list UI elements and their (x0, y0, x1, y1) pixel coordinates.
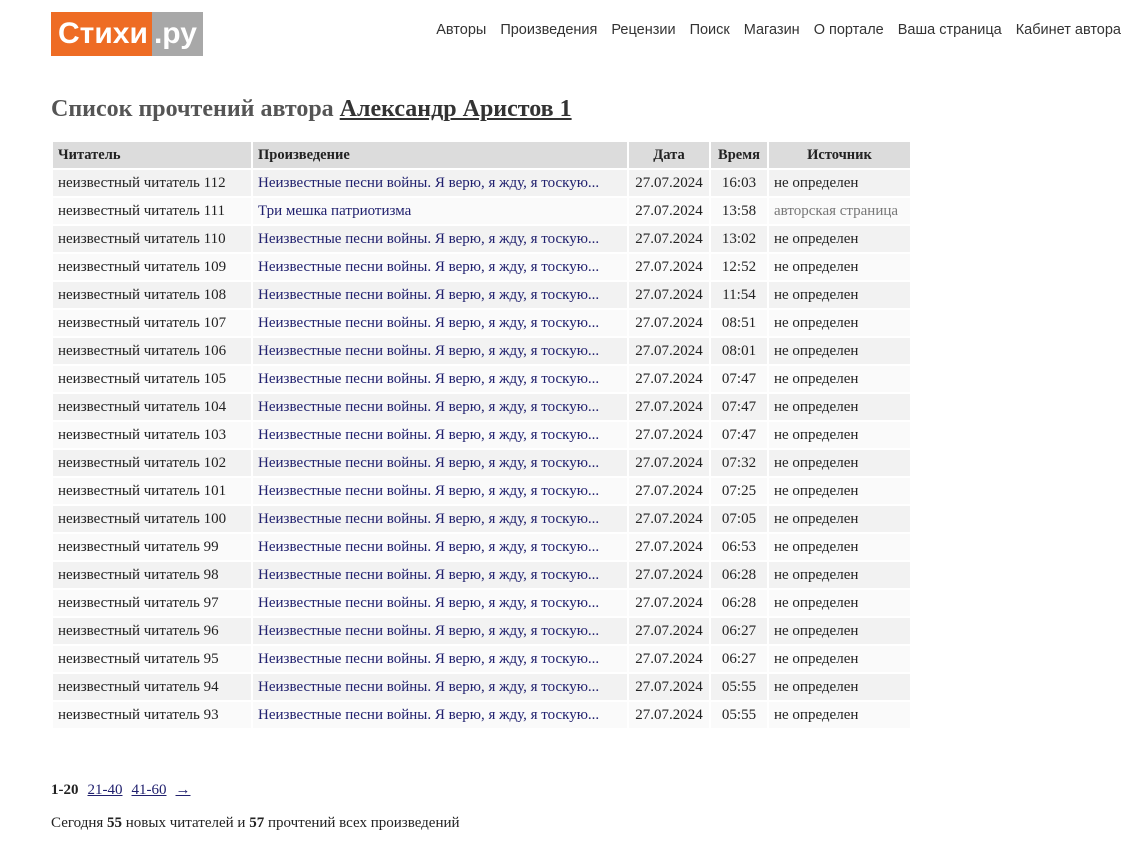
work-link[interactable]: Неизвестные песни войны. Я верю, я жду, я тоскую... (253, 394, 627, 420)
next-page-arrow[interactable]: → (175, 782, 191, 798)
work-link[interactable]: Неизвестные песни войны. Я верю, я жду, я тоскую... (253, 422, 627, 448)
time-cell: 08:51 (711, 310, 767, 336)
header-date: Дата (629, 142, 709, 168)
page-link-41-60[interactable]: 41-60 (131, 782, 167, 798)
reader-cell: неизвестный читатель 102 (53, 450, 251, 476)
reader-cell: неизвестный читатель 97 (53, 590, 251, 616)
date-cell: 27.07.2024 (629, 338, 709, 364)
time-cell: 06:27 (711, 618, 767, 644)
reader-cell: неизвестный читатель 103 (53, 422, 251, 448)
stats-new-readers: 55 (107, 815, 123, 831)
work-link[interactable]: Неизвестные песни войны. Я верю, я жду, я тоскую... (253, 254, 627, 280)
time-cell: 13:02 (711, 226, 767, 252)
time-cell: 06:53 (711, 534, 767, 560)
reader-cell: неизвестный читатель 108 (53, 282, 251, 308)
header-source: Источник (769, 142, 910, 168)
work-link[interactable]: Неизвестные песни войны. Я верю, я жду, я тоскую... (253, 478, 627, 504)
work-link[interactable]: Неизвестные песни войны. Я верю, я жду, я тоскую... (253, 366, 627, 392)
work-link[interactable]: Неизвестные песни войны. Я верю, я жду, я тоскую... (253, 646, 627, 672)
reader-cell: неизвестный читатель 93 (53, 702, 251, 728)
site-logo[interactable] (51, 12, 203, 56)
table-row (53, 450, 910, 476)
date-cell: 27.07.2024 (629, 506, 709, 532)
nav-shop[interactable]: Магазин (743, 22, 800, 38)
source-cell: не определен (769, 282, 910, 308)
today-stats (51, 815, 460, 832)
date-cell: 27.07.2024 (629, 534, 709, 560)
date-cell: 27.07.2024 (629, 254, 709, 280)
work-link[interactable]: Неизвестные песни войны. Я верю, я жду, я тоскую... (253, 590, 627, 616)
date-cell: 27.07.2024 (629, 422, 709, 448)
source-cell: не определен (769, 562, 910, 588)
work-link[interactable]: Неизвестные песни войны. Я верю, я жду, я тоскую... (253, 310, 627, 336)
source-cell: не определен (769, 590, 910, 616)
date-cell: 27.07.2024 (629, 590, 709, 616)
date-cell: 27.07.2024 (629, 450, 709, 476)
reader-cell: неизвестный читатель 100 (53, 506, 251, 532)
source-cell: не определен (769, 450, 910, 476)
work-link[interactable]: Неизвестные песни войны. Я верю, я жду, я тоскую... (253, 282, 627, 308)
nav-search[interactable]: Поиск (689, 22, 730, 38)
date-cell: 27.07.2024 (629, 618, 709, 644)
date-cell: 27.07.2024 (629, 562, 709, 588)
source-cell: не определен (769, 338, 910, 364)
stats-text-1: Сегодня (51, 815, 104, 831)
nav-author-cabinet[interactable]: Кабинет автора (1015, 22, 1121, 38)
time-cell: 07:47 (711, 394, 767, 420)
time-cell: 11:54 (711, 282, 767, 308)
work-link[interactable]: Неизвестные песни войны. Я верю, я жду, я тоскую... (253, 618, 627, 644)
reader-cell: неизвестный читатель 98 (53, 562, 251, 588)
source-cell: не определен (769, 674, 910, 700)
table-row (53, 310, 910, 336)
time-cell: 07:05 (711, 506, 767, 532)
stats-text-2: новых читателей и (125, 815, 246, 831)
source-cell: не определен (769, 702, 910, 728)
time-cell: 16:03 (711, 170, 767, 196)
work-link[interactable]: Неизвестные песни войны. Я верю, я жду, я тоскую... (253, 170, 627, 196)
table-row (53, 170, 910, 196)
time-cell: 12:52 (711, 254, 767, 280)
source-cell: не определен (769, 170, 910, 196)
source-cell: не определен (769, 478, 910, 504)
source-cell: не определен (769, 310, 910, 336)
reader-cell: неизвестный читатель 99 (53, 534, 251, 560)
time-cell: 08:01 (711, 338, 767, 364)
header-time: Время (711, 142, 767, 168)
work-link[interactable]: Неизвестные песни войны. Я верю, я жду, я тоскую... (253, 338, 627, 364)
logo-part-main: Стихи (51, 12, 152, 56)
nav-about[interactable]: О портале (813, 22, 884, 38)
reader-cell: неизвестный читатель 96 (53, 618, 251, 644)
stats-text-3: прочтений всех произведений (267, 815, 460, 831)
date-cell: 27.07.2024 (629, 282, 709, 308)
table-row (53, 394, 910, 420)
date-cell: 27.07.2024 (629, 702, 709, 728)
time-cell: 05:55 (711, 702, 767, 728)
table-row (53, 422, 910, 448)
time-cell: 07:25 (711, 478, 767, 504)
date-cell: 27.07.2024 (629, 646, 709, 672)
source-cell: не определен (769, 422, 910, 448)
date-cell: 27.07.2024 (629, 674, 709, 700)
work-link[interactable]: Неизвестные песни войны. Я верю, я жду, я тоскую... (253, 450, 627, 476)
header-reader: Читатель (53, 142, 251, 168)
reader-cell: неизвестный читатель 111 (53, 198, 251, 224)
work-link[interactable]: Неизвестные песни войны. Я верю, я жду, я тоскую... (253, 534, 627, 560)
top-navigation (436, 22, 1121, 38)
table-row (53, 366, 910, 392)
reader-cell: неизвестный читатель 94 (53, 674, 251, 700)
table-row (53, 618, 910, 644)
work-link[interactable]: Неизвестные песни войны. Я верю, я жду, я тоскую... (253, 226, 627, 252)
table-row (53, 254, 910, 280)
reader-cell: неизвестный читатель 105 (53, 366, 251, 392)
reader-cell: неизвестный читатель 106 (53, 338, 251, 364)
work-link[interactable]: Неизвестные песни войны. Я верю, я жду, я тоскую... (253, 702, 627, 728)
table-row (53, 226, 910, 252)
reader-cell: неизвестный читатель 112 (53, 170, 251, 196)
work-link[interactable]: Неизвестные песни войны. Я верю, я жду, я тоскую... (253, 562, 627, 588)
header-work: Произведение (253, 142, 627, 168)
logo-part-domain: .ру (152, 12, 203, 56)
author-link[interactable]: Александр Аристов 1 (339, 96, 572, 122)
table-row (53, 674, 910, 700)
source-cell: не определен (769, 646, 910, 672)
table-row (53, 198, 910, 224)
table-row (53, 478, 910, 504)
date-cell: 27.07.2024 (629, 310, 709, 336)
table-row (53, 338, 910, 364)
page-current: 1-20 (51, 782, 79, 798)
table-row (53, 562, 910, 588)
time-cell: 06:28 (711, 562, 767, 588)
table-row (53, 590, 910, 616)
source-cell: авторская страница (769, 198, 910, 224)
source-cell: не определен (769, 254, 910, 280)
nav-reviews[interactable]: Рецензии (611, 22, 676, 38)
time-cell: 06:28 (711, 590, 767, 616)
reader-cell: неизвестный читатель 109 (53, 254, 251, 280)
time-cell: 07:32 (711, 450, 767, 476)
date-cell: 27.07.2024 (629, 394, 709, 420)
date-cell: 27.07.2024 (629, 366, 709, 392)
table-header-row (53, 142, 910, 168)
date-cell: 27.07.2024 (629, 226, 709, 252)
source-cell: не определен (769, 618, 910, 644)
nav-authors[interactable]: Авторы (436, 22, 487, 38)
date-cell: 27.07.2024 (629, 198, 709, 224)
table-row (53, 534, 910, 560)
source-cell: не определен (769, 394, 910, 420)
date-cell: 27.07.2024 (629, 170, 709, 196)
stats-reads: 57 (249, 815, 265, 831)
reader-cell: неизвестный читатель 95 (53, 646, 251, 672)
pagination (51, 782, 191, 799)
reader-cell: неизвестный читатель 110 (53, 226, 251, 252)
work-link[interactable]: Три мешка патриотизма (253, 198, 627, 224)
source-cell: не определен (769, 226, 910, 252)
reader-cell: неизвестный читатель 107 (53, 310, 251, 336)
work-link[interactable]: Неизвестные песни войны. Я верю, я жду, я тоскую... (253, 506, 627, 532)
reader-cell: неизвестный читатель 104 (53, 394, 251, 420)
reader-cell: неизвестный читатель 101 (53, 478, 251, 504)
page-link-21-40[interactable]: 21-40 (87, 782, 123, 798)
time-cell: 05:55 (711, 674, 767, 700)
nav-your-page[interactable]: Ваша страница (897, 22, 1002, 38)
source-cell: не определен (769, 506, 910, 532)
reads-table (51, 140, 912, 730)
nav-works[interactable]: Произведения (500, 22, 598, 38)
source-cell: не определен (769, 534, 910, 560)
page-title (51, 96, 572, 123)
date-cell: 27.07.2024 (629, 478, 709, 504)
time-cell: 13:58 (711, 198, 767, 224)
page-title-prefix: Список прочтений автора (51, 96, 334, 122)
time-cell: 07:47 (711, 422, 767, 448)
table-row (53, 702, 910, 728)
table-row (53, 506, 910, 532)
time-cell: 07:47 (711, 366, 767, 392)
work-link[interactable]: Неизвестные песни войны. Я верю, я жду, я тоскую... (253, 674, 627, 700)
time-cell: 06:27 (711, 646, 767, 672)
table-row (53, 646, 910, 672)
source-cell: не определен (769, 366, 910, 392)
table-row (53, 282, 910, 308)
